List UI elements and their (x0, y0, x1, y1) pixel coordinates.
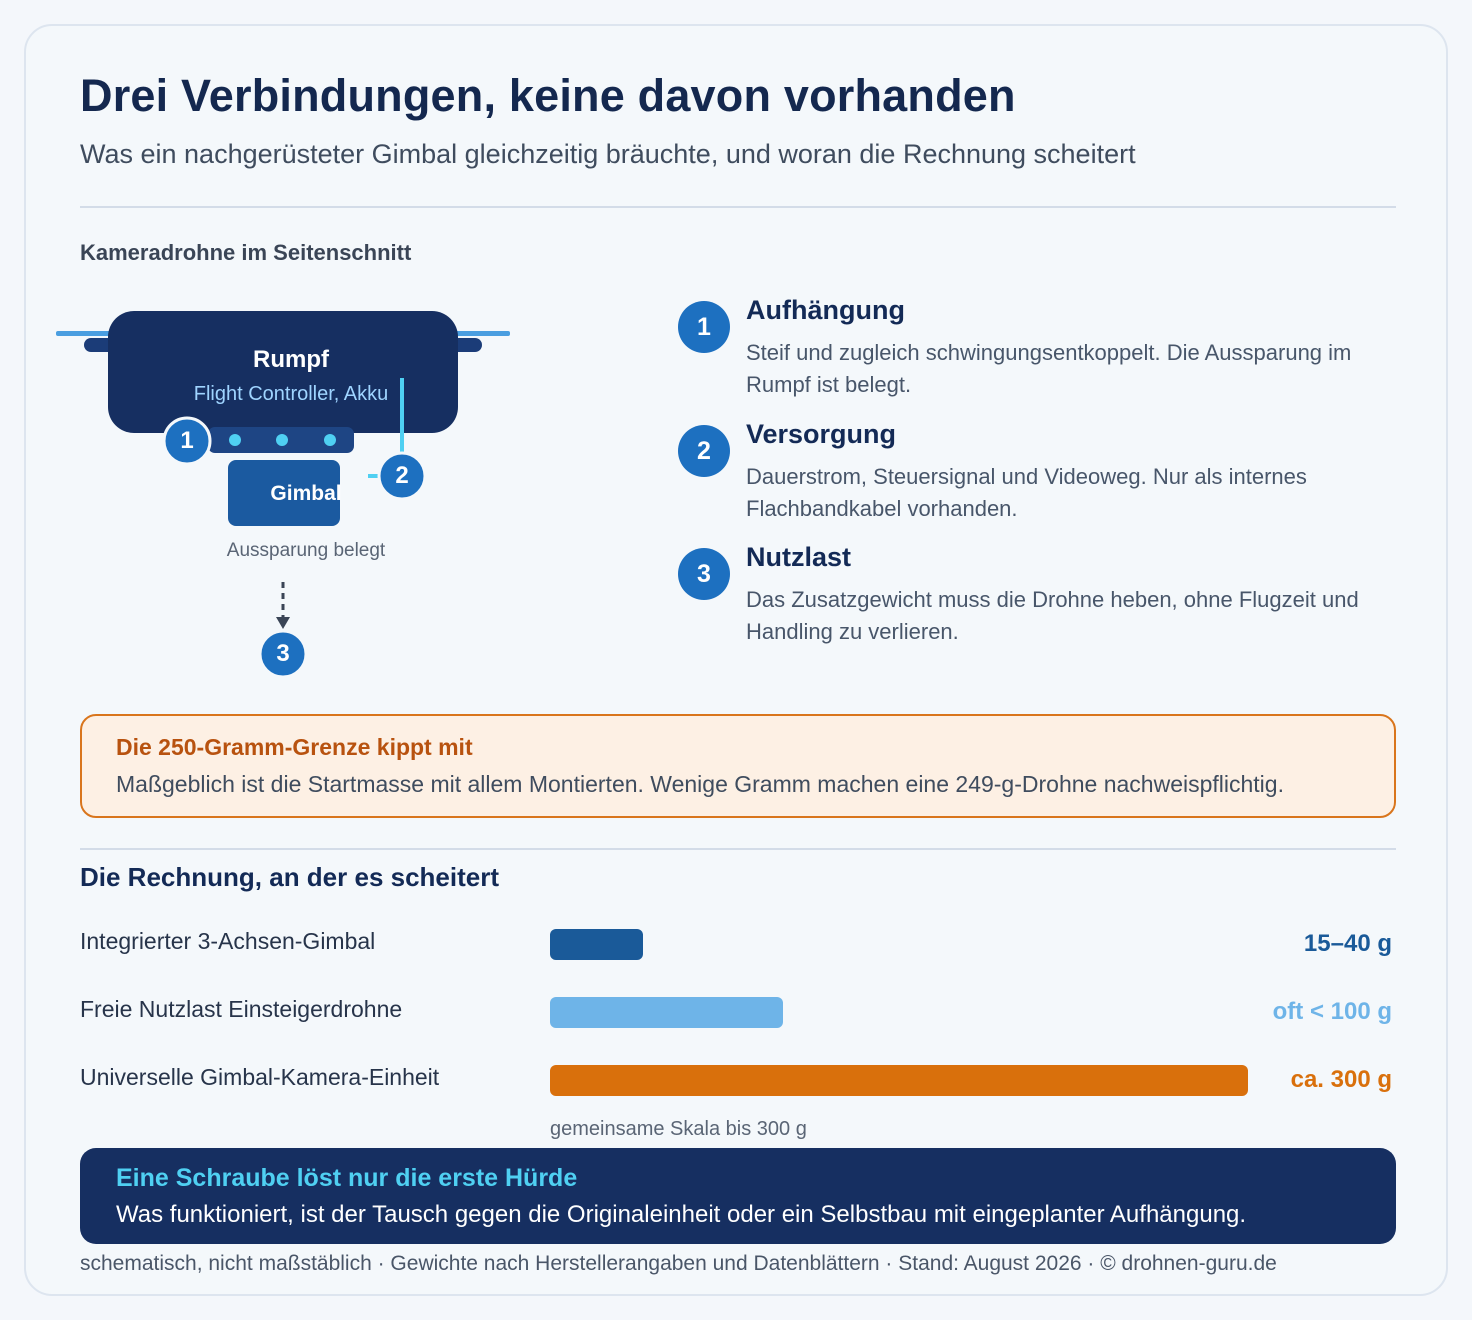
requirement-number: 3 (678, 548, 730, 600)
conclusion-box (80, 1148, 1396, 1244)
page-subtitle: Was ein nachgerüsteter Gimbal gleichzeitig bräuchte, und woran die Rechnung scheitert (80, 139, 1136, 169)
weight-bar (550, 929, 643, 960)
weight-bar (550, 1065, 1248, 1096)
marker-2-label: 2 (395, 462, 409, 489)
weight-bar (550, 997, 783, 1028)
requirement-text: Das Zusatzgewicht muss die Drohne heben, ohne Flugzeit und Handling zu verlieren. (746, 587, 1359, 644)
footer-note: schematisch, nicht maßstäblich · Gewichte nach Herstellerangaben und Datenblättern · Stand: August 2026 · © drohnen-guru.de (80, 1252, 1277, 1275)
conclusion-title: Eine Schraube löst nur die erste Hürde (116, 1164, 578, 1192)
bar-label: Integrierter 3-Achsen-Gimbal (80, 928, 376, 954)
requirement-text: Dauerstrom, Steuersignal und Videoweg. Nur als internes Flachbandkabel vorhanden. (746, 464, 1307, 521)
requirement-title: Aufhängung (746, 295, 905, 325)
payload-arrow-head (276, 617, 290, 629)
requirement-title: Nutzlast (746, 542, 852, 572)
cutout-note: Aussparung belegt (226, 540, 386, 561)
drone-cross-section-diagram (50, 286, 530, 706)
weight-limit-warning (80, 714, 1396, 818)
requirement-number: 1 (678, 301, 730, 353)
bar-value: ca. 300 g (1290, 1066, 1392, 1093)
body-subtitle: Flight Controller, Akku (193, 383, 389, 405)
bar-value: 15–40 g (1303, 930, 1392, 957)
mount-point (229, 434, 241, 446)
mount-point (324, 434, 336, 446)
divider (80, 848, 1396, 850)
calculation-title: Die Rechnung, an der es scheitert (80, 862, 500, 892)
gimbal-label: Gimbal (270, 482, 342, 505)
divider (80, 206, 1396, 208)
requirement-number: 2 (678, 425, 730, 477)
warning-title: Die 250-Gramm-Grenze kippt mit (116, 734, 473, 760)
scale-note: gemeinsame Skala bis 300 g (550, 1118, 807, 1140)
mount-point (276, 434, 288, 446)
page-title: Drei Verbindungen, keine davon vorhanden (80, 70, 1016, 121)
bar-label: Universelle Gimbal-Kamera-Einheit (80, 1064, 440, 1090)
marker-1-label: 1 (180, 427, 194, 454)
marker-3-label: 3 (276, 640, 290, 667)
requirement-title: Versorgung (746, 419, 897, 449)
diagram-section-label: Kameradrohne im Seitenschnitt (80, 240, 412, 265)
body-title: Rumpf (253, 346, 329, 373)
infographic-card (24, 24, 1448, 1296)
bar-value: oft < 100 g (1272, 998, 1392, 1025)
warning-text: Maßgeblich ist die Startmasse mit allem Montierten. Wenige Gramm machen eine 249-g-Drohne nachweispflichtig. (116, 771, 1284, 797)
conclusion-text: Was funktioniert, ist der Tausch gegen die Originaleinheit oder ein Selbstbau mit eingeplanter Aufhängung. (116, 1201, 1247, 1228)
bar-label: Freie Nutzlast Einsteigerdrohne (80, 996, 403, 1022)
requirement-text: Steif und zugleich schwingungsentkoppelt. Die Aussparung im Rumpf ist belegt. (746, 340, 1352, 397)
